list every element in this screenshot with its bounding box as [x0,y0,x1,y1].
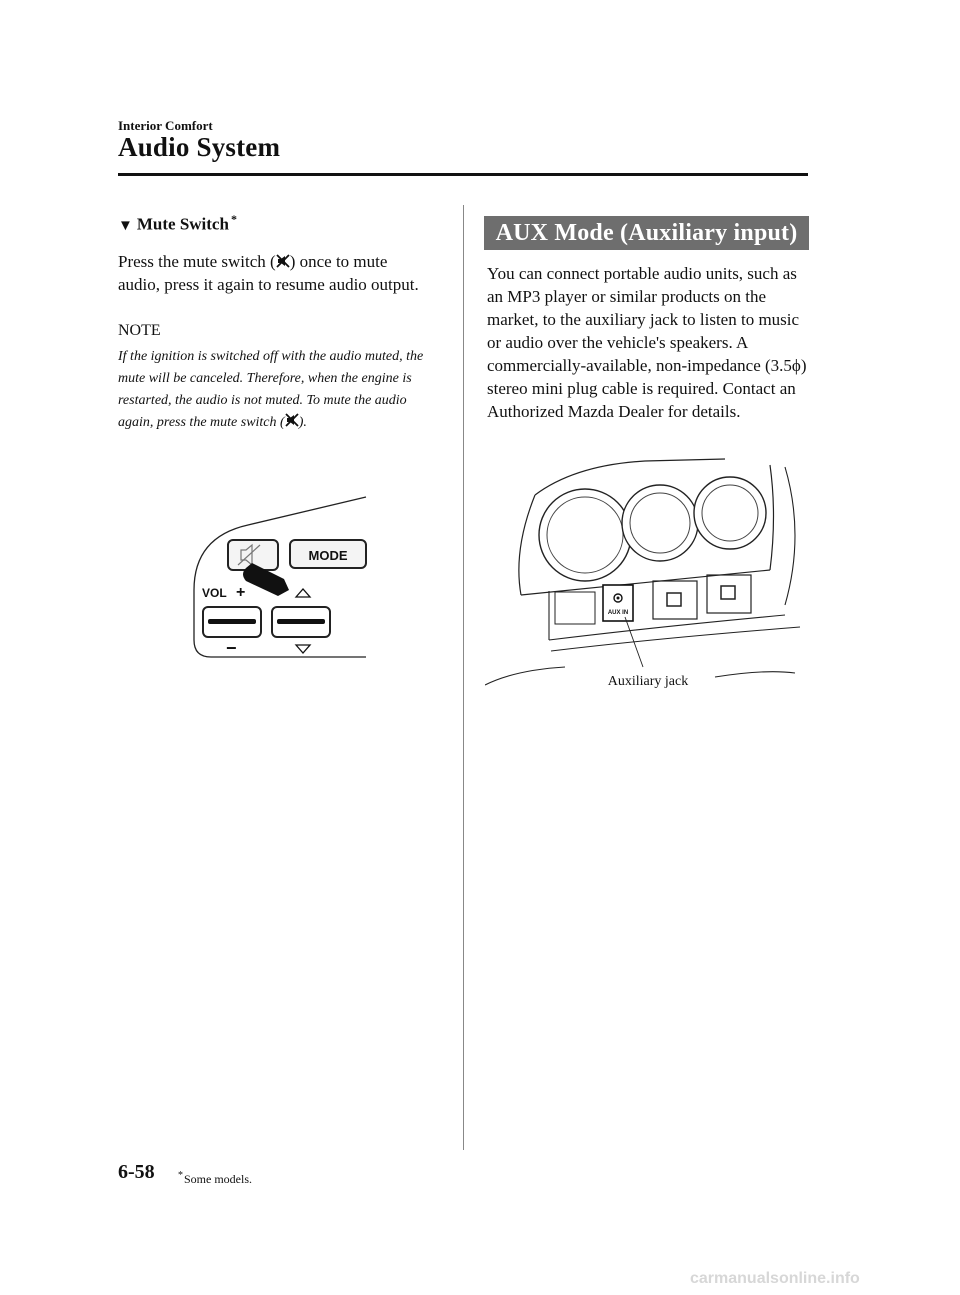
triangle-bullet-icon: ▼ [118,217,133,234]
steering-switch-figure [186,495,371,665]
note-text [118,346,438,434]
mute-heading-text: Mute Switch [136,214,229,234]
aux-para-after: ) stereo mini plug cable is required. Contact an Authorized Mazda Dealer for details. [487,356,807,421]
page-number: 6-58 [118,1161,155,1183]
mode-label: MODE [308,548,348,563]
vol-label: VOL [202,586,227,600]
center-console-figure [485,455,805,700]
vol-plus-label: + [236,584,246,601]
title-rule [118,173,808,176]
mute-icon [276,254,290,268]
aux-in-label: AUX IN [607,610,629,616]
footer-note-text: Some models. [184,1172,252,1186]
footer-note [178,1170,252,1187]
note-label: NOTE [118,322,161,339]
console-switch-right [707,575,751,613]
mute-para-after: ) once to mute audio, press it again to resume audio output. [118,252,419,294]
vent-center [622,485,698,561]
mute-paragraph [118,250,428,296]
watermark: carmanualsonline.info [690,1270,860,1287]
column-divider [463,205,464,1150]
aux-mode-heading: AUX Mode (Auxiliary input) [484,216,809,250]
vent-right [694,477,766,549]
down-triangle-icon [296,645,310,653]
mute-switch-heading [118,212,237,235]
note-after: ). [298,415,307,430]
console-switch-left [653,581,697,619]
console-storage-panel [555,592,595,624]
auxiliary-jack-callout: Auxiliary jack [607,674,689,689]
diameter-symbol: ϕ [791,356,801,375]
vol-minus-label: − [226,638,237,658]
aux-paragraph [487,262,812,423]
section-label: Interior Comfort [118,118,213,133]
up-triangle-icon [296,589,310,597]
footer-star: * [178,1170,183,1181]
note-before: If the ignition is switched off with the audio muted, the mute will be canceled. Therefore, when the engine is restarted, the audio is not muted. To mute the audio again, press the mute switch ( [118,349,424,430]
mute-para-before: Press the mute switch ( [118,252,276,271]
vent-left [539,489,631,581]
page-title: Audio System [118,132,281,162]
mute-icon [285,413,299,427]
aux-para-before: You can connect portable audio units, such as an MP3 player or similar products on the market, to the auxiliary jack to listen to music or audio over the vehicle's speakers. A commercially-available, non-impedance (3.5 [487,264,800,375]
some-models-star: * [230,212,237,226]
